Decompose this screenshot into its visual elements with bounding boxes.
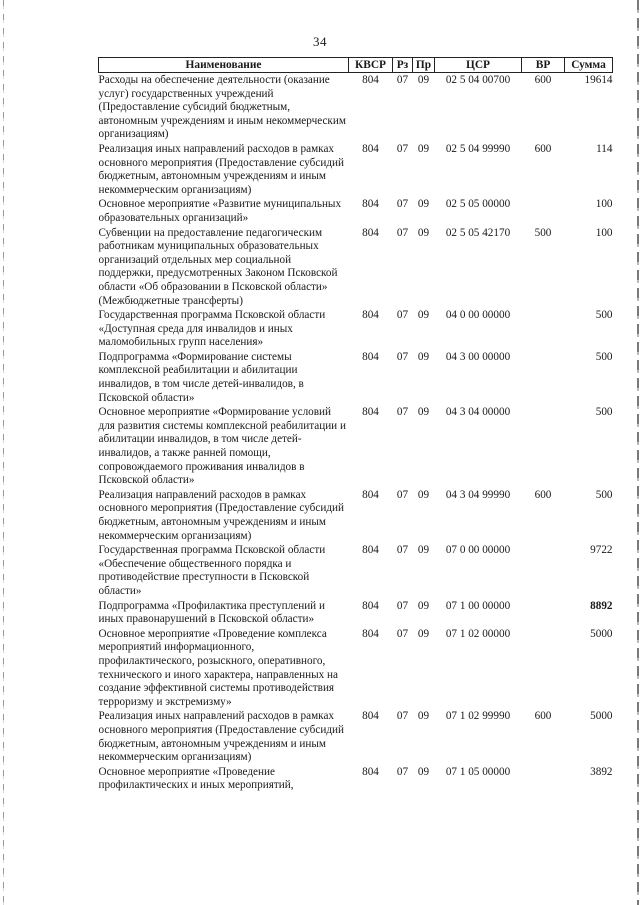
row-name: Государственная программа Псковской области «Доступная среда для инвалидов и иных маломобильных групп населения» xyxy=(98,309,326,349)
row-sum: 500 xyxy=(595,350,613,363)
row-kvsr: 804 xyxy=(362,309,379,322)
row-sum: 8892 xyxy=(590,599,613,612)
row-name: Государственная программа Псковской области «Обеспечение общественного порядка и противодействие преступности в Псковской области» xyxy=(98,544,326,597)
row-vr: 600 xyxy=(534,142,552,155)
row-pr: 09 xyxy=(417,710,430,723)
table-row xyxy=(99,765,613,793)
row-pr: 09 xyxy=(417,627,430,640)
row-csr: 04 3 04 99990 xyxy=(445,488,511,501)
row-csr: 02 5 05 42170 xyxy=(445,226,511,239)
row-csr: 07 1 05 00000 xyxy=(445,765,511,778)
row-kvsr: 804 xyxy=(362,488,379,501)
row-sum: 500 xyxy=(595,309,613,322)
row-name: Основное мероприятие «Проведение комплекса мероприятий информационного, профилактического, розыскного, оперативного, технического и иного характера, направленных на создание эффективной системы противодействия терроризму и экстремизму» xyxy=(98,627,338,708)
table-row xyxy=(99,599,613,627)
table-row xyxy=(99,142,613,197)
row-pr: 09 xyxy=(417,226,430,239)
row-name: Основное мероприятие «Формирование условий для развития системы комплексной реабилитации и абилитации инвалидов, в том числе детей-инвалидов, а также ранней помощи, сопровождаемого проживания инвалидов в Псковской области» xyxy=(98,406,346,487)
row-sum: 19614 xyxy=(584,74,613,86)
header-rz: Рз xyxy=(393,58,413,73)
row-sum: 5000 xyxy=(590,710,613,723)
table-row xyxy=(99,226,613,309)
row-sum: 500 xyxy=(595,488,613,501)
row-name: Расходы на обеспечение деятельности (оказание услуг) государственных учреждений (Предоставление субсидий бюджетным, автономным учреждениям и иным некоммерческим организациям) xyxy=(98,74,346,141)
row-vr: 600 xyxy=(534,488,552,501)
row-name: Основное мероприятие «Развитие муниципальных образовательных организаций» xyxy=(98,198,342,224)
row-pr: 09 xyxy=(417,406,430,419)
row-csr: 07 1 02 99990 xyxy=(445,710,511,723)
row-name: Основное мероприятие «Проведение профилактических и иных мероприятий, xyxy=(98,765,294,792)
row-vr xyxy=(522,543,565,598)
table-row xyxy=(99,405,613,488)
row-rz: 07 xyxy=(396,488,409,501)
row-csr: 07 1 02 00000 xyxy=(445,627,511,640)
row-vr xyxy=(522,197,565,225)
page-number: 34 xyxy=(313,34,327,49)
header-sum: Сумма xyxy=(565,58,613,73)
row-vr xyxy=(522,765,565,793)
row-sum: 9722 xyxy=(590,544,613,557)
row-rz: 07 xyxy=(396,226,409,239)
row-vr xyxy=(522,599,565,627)
row-kvsr: 804 xyxy=(362,142,379,155)
row-vr: 600 xyxy=(534,74,552,86)
row-kvsr: 804 xyxy=(362,350,379,363)
row-csr: 02 5 05 00000 xyxy=(445,198,511,211)
row-kvsr: 804 xyxy=(362,710,379,723)
row-kvsr: 804 xyxy=(362,226,379,239)
row-csr: 02 5 04 99990 xyxy=(445,142,511,155)
row-kvsr: 804 xyxy=(362,74,379,86)
row-name: Реализация направлений расходов в рамках основного мероприятия (Предоставление субсидий бюджетным, автономным учреждениям и иным некоммерческим организациям) xyxy=(98,488,344,542)
row-pr: 09 xyxy=(417,544,430,557)
row-pr: 09 xyxy=(417,488,430,501)
row-csr: 02 5 04 00700 xyxy=(445,74,511,86)
row-vr: 500 xyxy=(534,226,552,239)
row-rz: 07 xyxy=(396,765,409,778)
row-name: Реализация иных направлений расходов в рамках основного мероприятия (Предоставление субсидий бюджетным, автономным учреждениям и иным некоммерческим организациям) xyxy=(98,142,344,196)
row-kvsr: 804 xyxy=(362,544,379,557)
row-vr xyxy=(522,405,565,488)
table-row xyxy=(99,308,613,350)
row-sum: 100 xyxy=(595,198,613,211)
scan-right-edge xyxy=(637,0,639,905)
table-row xyxy=(99,350,613,405)
row-kvsr: 804 xyxy=(362,198,379,211)
budget-table xyxy=(98,57,613,793)
row-pr: 09 xyxy=(417,350,430,363)
row-pr: 09 xyxy=(417,74,430,86)
row-pr: 09 xyxy=(417,765,430,778)
row-csr: 07 1 00 00000 xyxy=(445,599,511,612)
table-row xyxy=(99,197,613,225)
row-kvsr: 804 xyxy=(362,406,379,419)
header-pr: Пр xyxy=(413,58,435,73)
table-row xyxy=(99,627,613,710)
row-name: Субвенции на предоставление педагогическим работникам муниципальных образовательных организаций отдельных мер социальной поддержки, предусмотренных Законом Псковской области «Об образовании в Псковской области» (Межбюджетные трансферты) xyxy=(98,226,338,307)
row-sum: 500 xyxy=(595,406,613,419)
row-sum: 100 xyxy=(595,226,613,239)
row-sum: 114 xyxy=(596,142,613,155)
row-rz: 07 xyxy=(396,544,409,557)
row-pr: 09 xyxy=(417,198,430,211)
row-vr xyxy=(522,350,565,405)
row-name: Подпрограмма «Формирование системы комплексной реабилитации и абилитации инвалидов, в том числе детей-инвалидов, в Псковской области» xyxy=(98,350,304,404)
row-rz: 07 xyxy=(396,627,409,640)
row-vr xyxy=(522,308,565,350)
row-rz: 07 xyxy=(396,309,409,322)
row-kvsr: 804 xyxy=(362,627,379,640)
row-csr: 04 0 00 00000 xyxy=(445,309,511,322)
header-kvsr: КВСР xyxy=(349,58,393,73)
scan-left-edge xyxy=(3,0,4,905)
row-rz: 07 xyxy=(396,599,409,612)
row-name: Реализация иных направлений расходов в рамках основного мероприятия (Предоставление субсидий бюджетным, автономным учреждениям и иным некоммерческим организациям) xyxy=(98,710,344,764)
table-row xyxy=(99,709,613,764)
table-header-row xyxy=(99,58,613,73)
row-vr: 600 xyxy=(534,710,552,723)
row-sum: 5000 xyxy=(590,627,613,640)
row-rz: 07 xyxy=(396,406,409,419)
row-csr: 04 3 00 00000 xyxy=(445,350,511,363)
row-csr: 04 3 04 00000 xyxy=(445,406,511,419)
row-rz: 07 xyxy=(396,198,409,211)
row-rz: 07 xyxy=(396,710,409,723)
row-csr: 07 0 00 00000 xyxy=(445,544,511,557)
row-pr: 09 xyxy=(417,142,430,155)
table-row xyxy=(99,73,613,142)
table-row xyxy=(99,488,613,543)
header-name: Наименование xyxy=(99,58,349,73)
row-sum: 3892 xyxy=(590,765,613,778)
row-rz: 07 xyxy=(396,350,409,363)
row-pr: 09 xyxy=(417,599,430,612)
row-rz: 07 xyxy=(396,142,409,155)
row-pr: 09 xyxy=(417,309,430,322)
header-csr: ЦСР xyxy=(435,58,522,73)
header-vr: ВР xyxy=(522,58,565,73)
row-kvsr: 804 xyxy=(362,765,379,778)
row-rz: 07 xyxy=(396,74,409,86)
row-kvsr: 804 xyxy=(362,599,379,612)
table-row xyxy=(99,543,613,598)
row-name: Подпрограмма «Профилактика преступлений и иных правонарушений в Псковской области» xyxy=(98,599,325,626)
row-vr xyxy=(522,627,565,710)
